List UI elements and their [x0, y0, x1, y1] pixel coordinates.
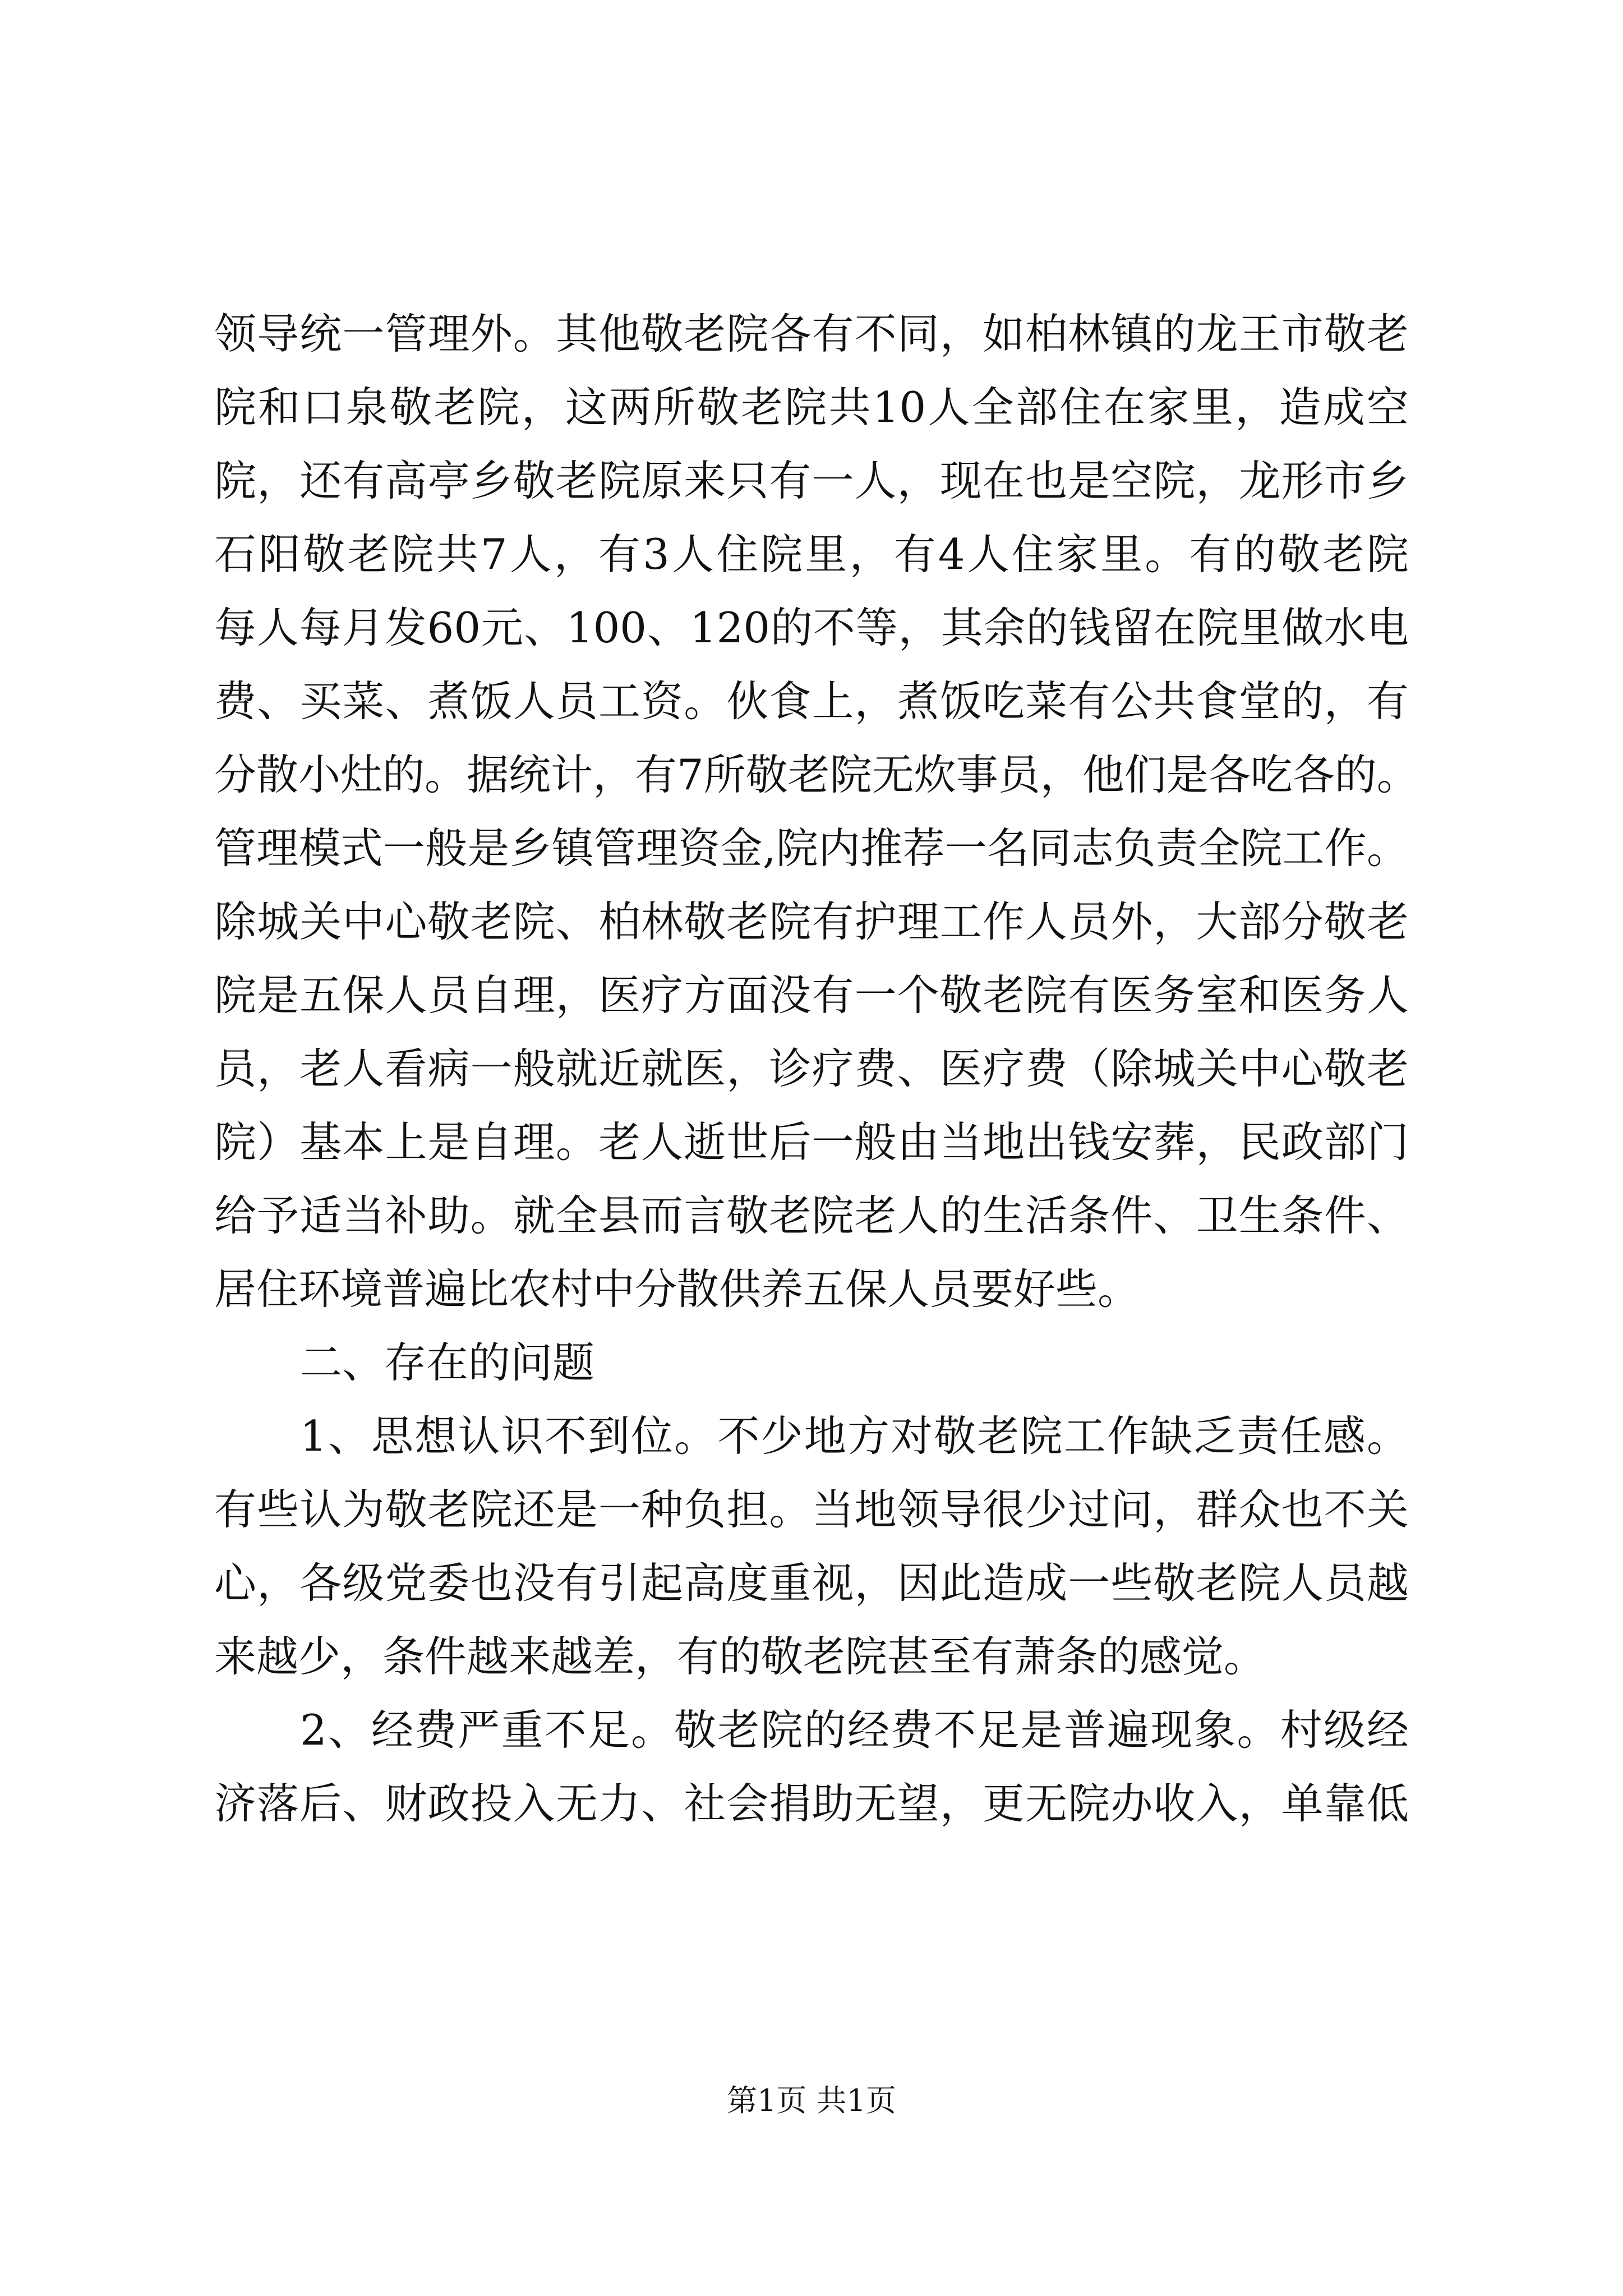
text-line: 院是五保人员自理，医疗方面没有一个敬老院有医务室和医务人 [214, 970, 1409, 1020]
text-line: 院和口泉敬老院，这两所敬老院共10人全部住在家里，造成空 [214, 383, 1409, 432]
text-line: 1、思想认识不到位。不少地方对敬老院工作缺乏责任感。 [300, 1411, 1409, 1461]
text-line: 来越少，条件越来越差，有的敬老院甚至有萧条的感觉。 [214, 1632, 1266, 1681]
text-line: 济落后、财政投入无力、社会捐助无望，更无院办收入，单靠低 [214, 1779, 1409, 1828]
text-line: 石阳敬老院共7人，有3人住院里，有4人住家里。有的敬老院 [214, 530, 1409, 579]
text-line: 2、经费严重不足。敬老院的经费不足是普遍现象。村级经 [300, 1705, 1409, 1755]
text-line: 管理模式一般是乡镇管理资金,院内推荐一名同志负责全院工作。 [214, 823, 1409, 873]
page-footer: 第1页 共1页 [727, 2083, 896, 2118]
text-line: 每人每月发60元、100、120的不等，其余的钱留在院里做水电 [214, 603, 1409, 652]
text-line: 给予适当补助。就全县而言敬老院老人的生活条件、卫生条件、 [214, 1191, 1409, 1240]
text-line: 费、买菜、煮饭人员工资。伙食上，煮饭吃菜有公共食堂的，有 [214, 677, 1409, 726]
text-line: 领导统一管理外。其他敬老院各有不同，如柏林镇的龙王市敬老 [214, 309, 1409, 358]
text-line: 院）基本上是自理。老人逝世后一般由当地出钱安葬，民政部门 [214, 1117, 1409, 1167]
text-line: 院，还有高亭乡敬老院原来只有一人，现在也是空院，龙形市乡 [214, 456, 1409, 505]
section-heading: 二、存在的问题 [300, 1338, 595, 1387]
text-line: 分散小灶的。据统计，有7所敬老院无炊事员，他们是各吃各的。 [214, 750, 1419, 799]
text-line: 居住环境普遍比农村中分散供养五保人员要好些。 [214, 1264, 1140, 1314]
text-line: 心，各级党委也没有引起高度重视，因此造成一些敬老院人员越 [214, 1558, 1409, 1608]
text-line: 员，老人看病一般就近就医，诊疗费、医疗费（除城关中心敬老 [214, 1044, 1409, 1093]
text-line: 有些认为敬老院还是一种负担。当地领导很少过问，群众也不关 [214, 1485, 1409, 1534]
text-line: 除城关中心敬老院、柏林敬老院有护理工作人员外，大部分敬老 [214, 897, 1409, 946]
